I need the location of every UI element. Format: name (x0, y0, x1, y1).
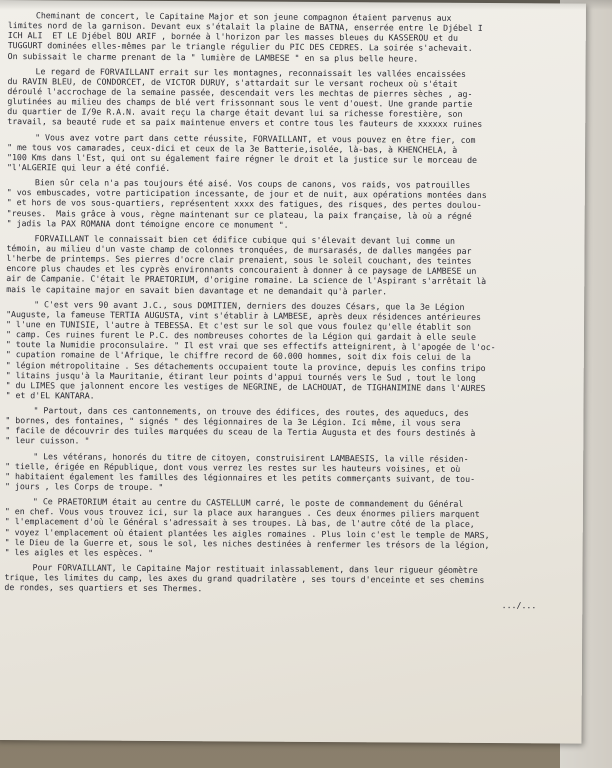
text-line: "l'ALGERIE qui leur a été confié. (6, 162, 171, 174)
text-line: " leur cuisson. " (5, 435, 90, 447)
text-line: glutinées au milieu des champs de blé vert frissonnant sous le vent d'ouest. Une grande partie (7, 96, 473, 110)
page-text (4, 10, 586, 611)
text-line: " tielle, érigée en République, dont vous verrez les restes sur les hauteurs voisines, et où (5, 460, 461, 474)
text-line: " légion métropolitaine . Ses détachements occupaient toute la province, depuis les confins tripo (5, 359, 486, 373)
text-line: " Partout, dans ces cantonnements, on trouve des édifices, des routes, des aqueducs, des (33, 405, 469, 418)
text-line: " et hors de vos sous-quartiers, représentent xxxx des fatigues, des risques, des pertes doulou- (6, 197, 482, 211)
text-line: TUGGURT dominées elles-mêmes par le triangle régulier du PIC DES CEDRES. La soirée s'achevait. (7, 40, 473, 54)
paragraph (6, 233, 584, 297)
paragraph (7, 177, 585, 231)
text-line: "Auguste, la fameuse TERTIA AUGUSTA, vint s'établir à LAMBESE, après deux résidences antérieures (6, 308, 482, 322)
text-line: " facile de découvrir des tuiles marquées du sceau de la Tertia Augusta et des fours destinés à (5, 425, 476, 439)
text-line: " Ce PRAETORIUM était au centre du CASTELLUM carré, le poste de commandement du Général (32, 496, 464, 510)
text-line: " l'une en TUNISIE, l'autre à TEBESSA. Et c'est sur le sol que vous foulez qu'elle établit son (5, 318, 472, 332)
text-line: " cupation romaine de l'Afrique, le chiffre record de 60.000 hommes, soit dix fois celui de la (5, 349, 471, 363)
text-line: déroulé l'accrochage de la semaine passée, descendait vers les mechtas de pierres sèches , ag- (7, 86, 473, 99)
text-line: " toute la Numidie proconsulaire. " Il est vrai que ses effectifs atteignirent, à l'apogée de l'oc- (5, 339, 496, 353)
text-line: Pour FORVAILLANT, le Capitaine Major restituait inlassablement, dans leur rigueur géomètre (32, 562, 478, 575)
text-line: "100 Kms dans l'Est, qui ont su également faire régner le droit et la justice sur le morceau de (7, 151, 478, 165)
text-line: " camp. Ces ruines furent le P.C. des nombreuses cohortes de la Légion qui gardait à elle seule (5, 329, 476, 342)
text-line: " habitaient également les familles des légionnaires et les petits commerçants suivant, de tou- (5, 470, 476, 484)
text-line: " Vous avez votre part dans cette réussite, FORVAILLANT, et vous pouvez en être fier, com (35, 131, 476, 145)
text-line: " et d'EL KANTARA. (5, 389, 95, 401)
paragraph (5, 496, 583, 560)
paragraph (8, 10, 586, 64)
text-line: encore plus chaudes et les cyprès environnants concouraient à donner à ce paysage de LAMBESE un (6, 263, 477, 277)
text-line: Le regard de FORVAILLANT errait sur les montagnes, reconnaissait les vallées encaissées (35, 65, 466, 79)
text-line: du quartier de I/9e R.A.N. avait reçu la charge était devant lui sa richesse forestière, son (7, 106, 463, 120)
paragraph (5, 451, 583, 495)
text-line: l'herbe de printemps. Ses pierres d'ocre clair prenaient, sous le soleil couchant, des teintes (6, 253, 472, 266)
text-line: " les aigles et les espèces. " (4, 546, 154, 558)
text-line: travail, sa beauté rude et sa paix maintenue envers et contre tous les fauteurs de xxxxxx ruines (7, 116, 483, 130)
text-line: " Les vétérans, honorés du titre de citoyen, construisirent LAMBAESIS, la ville résiden- (33, 450, 469, 464)
text-line: " litains jusqu'à la Mauritanie, étirant leur points d'appui tournés vers le Sud , tout le long (5, 369, 476, 383)
text-line: " voyez l'emplacement où étaient plantées les aigles romaines . Plus loin c'est le temple de MARS, (4, 526, 490, 540)
text-line: " en chef. Vous vous trouvez ici, sur la place aux harangues . Ces deux énormes piliers marquent (4, 506, 480, 520)
text-line: " bornes, des fontaines, " signés " des légionnaires de la 3e Légion. Ici même, il vous sera (5, 415, 461, 429)
text-line: " du LIMES que jalonnent encore les vestiges de NEGRINE, de LACHOUAT, de TIGHANIMINE dans l'AURES (5, 379, 486, 393)
paragraph (5, 405, 583, 449)
text-line: Cheminant de concert, le Capitaine Major et son jeune compagnon étaient parvenus aux (35, 10, 452, 23)
text-line: " l'emplacement d'où le Général s'adressait à ses troupes. Là bas, de l'autre côté de la place, (4, 516, 475, 530)
text-line: FORVAILLANT le connaissait bien cet édifice cubique qui s'élevait devant lui comme un (34, 233, 456, 246)
text-line: mais le capitaine major en savait bien davantage et ne demandait qu'à parler. (6, 283, 388, 296)
text-line: témoin, au milieu d'un vaste champ de colonnes tronquées, de mursarasés, de dalles mangées par (6, 242, 472, 256)
text-line: On subissait le charme prenant de la " lumière de LAMBESE " en sa plus belle heure. (7, 50, 419, 64)
paragraph (6, 299, 585, 404)
text-line: air de Campanie. C'était le PRAETORIUM, d'origine romaine. La science de l'Aspirant s'arrêtait là (6, 273, 487, 287)
continuation-mark: .../... (501, 600, 537, 611)
text-line: limites nord de la garnison. Devant eux s'étalait la plaine de BATNA, enserrée entre le Djébel I (7, 20, 483, 34)
paragraph (7, 66, 585, 130)
text-line: Bien sûr cela n'a pas toujours été aisé. Vos coups de canons, vos raids, vos patrouilles (34, 177, 471, 190)
text-line: " me tous vos camarades, ceux-dici et ceux de la 3e Batterie,isolée, là-bas, à KHENCHELA, à (7, 141, 458, 155)
paragraph (4, 562, 582, 596)
text-line: trique, les limites du camp, les axes du grand quadrilatère , ses tours d'enceinte et ses chemins (4, 572, 485, 586)
top-shadow (0, 0, 612, 10)
text-line: "reuses. Mais grâce à vous, règne maintenant sur ce plateau, la paix française, là où a régné (6, 207, 472, 221)
text-line: du RAVIN BLEU, de CONDORCET, de VICTOR DURUY, s'attardait sur le versant rocheux où s'était (7, 75, 458, 89)
paragraph (7, 132, 585, 176)
text-line: " jadis la PAX ROMANA dont témoigne encore ce monument ". (6, 217, 289, 230)
text-line: " jours , les Corps de troupe. " (5, 481, 164, 493)
text-line: " vos embuscades, votre participation incessante, de jour et de nuit, aux opérations montées dans (6, 187, 487, 201)
text-line: " C'est vers 90 avant J.C., sous DOMITIEN, derniers des douzes Césars, que la 3e Légion (34, 298, 465, 312)
text-line: ICH ALI ET LE Djébel BOU ARIF , bornée à l'horizon par les masses bleues du KASSEROU et du (7, 30, 458, 44)
text-line: de rondes, ses quartiers et ses Thermes. (4, 582, 203, 594)
text-line: " le Dieu de la Guerre et, sous le sol, les niches destinées à renfermer les trésors de la légion, (4, 536, 490, 550)
